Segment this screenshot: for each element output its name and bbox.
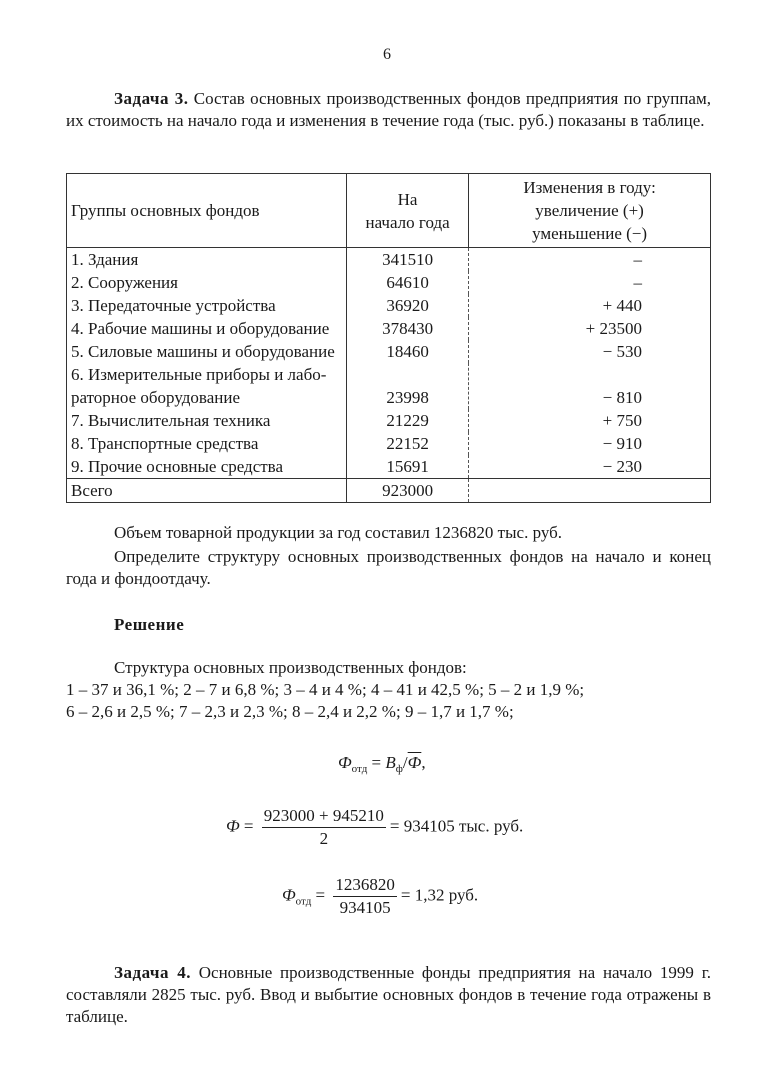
solution-title: Решение [114, 615, 185, 634]
row-start: 18460 [347, 340, 469, 363]
table-row [67, 271, 711, 294]
row-name-line2: раторное оборудование [71, 388, 241, 407]
total-change [469, 479, 711, 503]
table-row [67, 340, 711, 363]
header-change-line2: увеличение (+) [535, 201, 644, 220]
row-change: + 440 [469, 294, 711, 317]
task4-label: Задача 4. [114, 963, 191, 982]
volume-paragraph: Объем товарной продукции за год составил 1236820 тыс. руб. [114, 523, 563, 542]
f3-fraction [333, 874, 397, 919]
f2-denominator: 2 [319, 829, 329, 848]
task3-paragraph [66, 88, 711, 132]
row-start: 23998 [347, 363, 469, 409]
formula-return-result [282, 874, 478, 919]
header-change-line3: уменьшение (−) [532, 224, 648, 243]
f3-lhs: Ф [282, 885, 296, 905]
header-start [347, 174, 469, 248]
total-name: Всего [67, 479, 347, 503]
header-start-line2: начало года [365, 212, 450, 232]
table-row [67, 248, 711, 272]
f1-b-sub: ф [395, 763, 403, 775]
f3-numerator: 1236820 [333, 874, 397, 897]
row-start: 378430 [347, 317, 469, 340]
row-name: 2. Сооружения [67, 271, 347, 294]
table-row [67, 432, 711, 455]
table-row [67, 409, 711, 432]
f3-lhs-sub: отд [295, 895, 312, 908]
row-name [67, 363, 347, 409]
f2-result: = 934105 тыс. руб. [389, 816, 524, 836]
formula-average-value [226, 805, 523, 850]
row-change: − 230 [469, 455, 711, 479]
row-name: 7. Вычислительная техника [67, 409, 347, 432]
row-start: 15691 [347, 455, 469, 479]
row-start: 341510 [347, 248, 469, 272]
total-start: 923000 [347, 479, 469, 503]
header-group: Группы основных фондов [67, 174, 347, 248]
row-name: 9. Прочие основные средства [67, 455, 347, 479]
f1-eq: = [367, 753, 386, 772]
table-row [67, 363, 711, 409]
task4-paragraph [66, 962, 711, 1028]
task4-text: Основные производственные фонды предприятия на начало 1999 г. составляли 2825 тыс. руб. Ввод и выбытие основных фондов в течение года отражены в таблице. [66, 963, 711, 1026]
f1-b: В [385, 753, 396, 772]
task3-label: Задача 3. [114, 89, 189, 108]
f2-eq: = [239, 816, 258, 836]
determine-paragraph: Определите структуру основных производственных фондов на начало и конец года и фондоотдачу. [66, 547, 711, 588]
structure-line-2: 6 – 2,6 и 2,5 %; 7 – 2,3 и 2,3 %; 8 – 2,4 и 2,2 %; 9 – 1,7 и 1,7 %; [66, 702, 514, 721]
table-row [67, 455, 711, 479]
header-change-line1: Изменения в году: [523, 178, 656, 197]
funds-table [66, 173, 711, 503]
f1-lhs-sub: отд [351, 763, 368, 775]
f1-tail: , [421, 753, 426, 772]
row-name: 3. Передаточные устройства [67, 294, 347, 317]
row-change: – [469, 248, 711, 272]
row-change: + 23500 [469, 317, 711, 340]
row-start: 21229 [347, 409, 469, 432]
table-total-row [67, 479, 711, 503]
structure-paragraph [66, 657, 711, 723]
f2-numerator: 923000 + 945210 [262, 805, 386, 828]
header-start-line1: На [397, 189, 418, 209]
structure-line-1: 1 – 37 и 36,1 %; 2 – 7 и 6,8 %; 3 – 4 и 4 %; 4 – 41 и 42,5 %; 5 – 2 и 1,9 %; [66, 680, 585, 699]
task3-text: Состав основных производственных фондов предприятия по группам, их стоимость на начало года и изменения в течение года (тыс. руб.) показаны в таблице. [66, 89, 711, 130]
row-name: 1. Здания [67, 248, 347, 272]
f3-eq: = [311, 885, 330, 905]
f2-fraction [262, 805, 386, 850]
formula-return-on-assets [338, 752, 426, 780]
table-row [67, 294, 711, 317]
f1-rhs: Ф [407, 753, 422, 772]
row-name-line1: 6. Измерительные приборы и лабо- [71, 365, 327, 384]
row-change: – [469, 271, 711, 294]
row-change: + 750 [469, 409, 711, 432]
page-number: 6 [383, 46, 391, 63]
row-start: 36920 [347, 294, 469, 317]
header-change [469, 174, 711, 248]
table-header-row [67, 174, 711, 248]
structure-intro: Структура основных производственных фондов: [114, 658, 467, 677]
row-change: − 530 [469, 340, 711, 363]
f3-result: = 1,32 руб. [400, 885, 479, 905]
row-change: − 810 [469, 363, 711, 409]
row-start: 64610 [347, 271, 469, 294]
row-change: − 910 [469, 432, 711, 455]
row-name: 4. Рабочие машины и оборудование [67, 317, 347, 340]
f1-lhs: Ф [338, 753, 352, 772]
table-row [67, 317, 711, 340]
row-name: 5. Силовые машины и оборудование [67, 340, 347, 363]
f2-lhs: Ф [226, 816, 240, 836]
f3-denominator: 934105 [339, 898, 391, 917]
f1-slash: / [402, 753, 408, 772]
row-start: 22152 [347, 432, 469, 455]
row-name: 8. Транспортные средства [67, 432, 347, 455]
